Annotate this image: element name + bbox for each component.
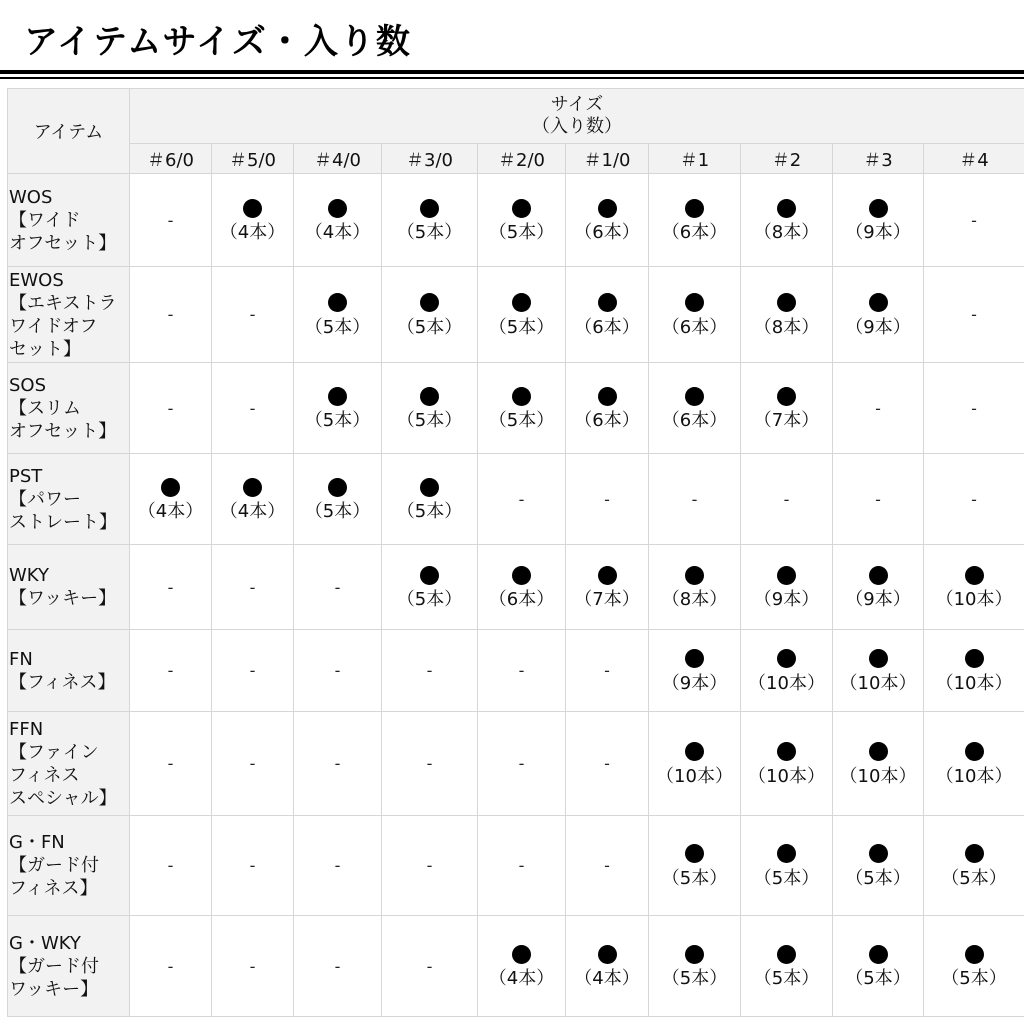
pack-count: （10本） [748, 765, 825, 787]
item-description-line: オフセット】 [9, 232, 117, 254]
available-cell [130, 454, 212, 545]
unavailable-cell [382, 630, 478, 712]
item-code: EWOS [9, 269, 64, 291]
available-cell [382, 545, 478, 630]
unavailable-cell [212, 712, 294, 816]
pack-count: （9本） [845, 589, 911, 610]
available-dot-icon [328, 199, 347, 218]
dash: - [334, 754, 341, 773]
available-cell [924, 712, 1024, 816]
item-header: アイテム [8, 89, 130, 174]
item-description-line: 【スリム [9, 397, 81, 419]
available-dot-icon [598, 293, 617, 312]
dash: - [249, 754, 256, 773]
pack-count: （5本） [304, 501, 371, 522]
available-cell [649, 174, 741, 267]
item-description-line: 【パワー [9, 488, 81, 510]
available-dot-icon [598, 566, 617, 585]
unavailable-cell [212, 363, 294, 454]
dash: - [249, 956, 256, 976]
title-rule-thick [0, 70, 1024, 74]
pack-count: （10本） [839, 672, 917, 694]
dash: - [249, 577, 256, 597]
size-column-header: ＃4/0 [294, 144, 382, 174]
item-code: WKY [9, 565, 49, 586]
unavailable-cell [924, 174, 1024, 267]
available-dot-icon [243, 199, 262, 218]
pack-count: （5本） [845, 867, 911, 889]
available-cell [566, 916, 649, 1017]
unavailable-cell [649, 454, 741, 545]
item-description-line: 【ワイド [9, 209, 81, 231]
available-dot-icon [777, 293, 796, 312]
pack-count: （10本） [839, 765, 917, 787]
dash: - [167, 856, 174, 875]
item-code: WOS [9, 186, 53, 208]
available-dot-icon [869, 945, 888, 964]
pack-count: （10本） [935, 589, 1013, 610]
unavailable-cell [212, 545, 294, 630]
unavailable-cell [478, 630, 566, 712]
available-cell [924, 545, 1024, 630]
available-cell [212, 454, 294, 545]
dash: - [971, 305, 977, 324]
available-dot-icon [869, 844, 888, 863]
pack-count: （5本） [396, 501, 463, 522]
available-cell [649, 916, 741, 1017]
dash: - [167, 398, 174, 418]
item-cell [8, 454, 130, 545]
available-dot-icon [685, 649, 704, 668]
available-cell [924, 816, 1024, 916]
pack-count: （5本） [661, 867, 728, 889]
dash: - [783, 489, 790, 509]
dash: - [518, 754, 525, 773]
unavailable-cell [833, 363, 924, 454]
size-column-header: ＃4 [924, 144, 1024, 174]
pack-count: （5本） [396, 316, 463, 338]
unavailable-cell [294, 916, 382, 1017]
pack-count: （5本） [396, 410, 463, 431]
item-code: FFN [9, 718, 44, 740]
pack-count: （6本） [661, 410, 728, 431]
page-title: アイテムサイズ・入り数 [24, 22, 412, 62]
unavailable-cell [294, 816, 382, 916]
available-cell [649, 267, 741, 363]
available-dot-icon [777, 844, 796, 863]
dash: - [691, 489, 698, 509]
pack-count: （9本） [753, 589, 820, 610]
unavailable-cell [382, 816, 478, 916]
item-code: PST [9, 465, 43, 487]
item-cell [8, 363, 130, 454]
pack-count: （4本） [304, 222, 371, 243]
available-cell [478, 267, 566, 363]
unavailable-cell [566, 630, 649, 712]
dash: - [334, 956, 341, 976]
dash: - [604, 754, 610, 773]
dash: - [167, 956, 174, 976]
available-cell [741, 916, 833, 1017]
pack-count: （5本） [845, 968, 911, 989]
pack-count: （10本） [656, 765, 733, 787]
pack-count: （6本） [661, 316, 728, 338]
available-dot-icon [869, 649, 888, 668]
available-cell [833, 712, 924, 816]
available-cell [833, 267, 924, 363]
dash: - [875, 489, 881, 509]
unavailable-cell [130, 545, 212, 630]
dash: - [249, 305, 256, 324]
pack-count: （4本） [219, 501, 286, 522]
pack-count: （8本） [661, 589, 728, 610]
unavailable-cell [294, 630, 382, 712]
available-dot-icon [869, 199, 888, 218]
unavailable-cell [566, 454, 649, 545]
item-cell [8, 174, 130, 267]
table-row [8, 712, 1024, 816]
available-dot-icon [420, 478, 439, 497]
available-cell [741, 363, 833, 454]
dash: - [971, 210, 977, 230]
pack-count: （4本） [137, 501, 204, 522]
unavailable-cell [478, 712, 566, 816]
dash: - [426, 956, 433, 976]
available-cell [741, 545, 833, 630]
item-description-line: ワッキー】 [9, 978, 99, 1000]
unavailable-cell [741, 454, 833, 545]
unavailable-cell [212, 267, 294, 363]
size-column-header: ＃1 [649, 144, 741, 174]
pack-count: （5本） [941, 968, 1007, 989]
available-cell [649, 816, 741, 916]
item-description-line: オフセット】 [9, 420, 117, 442]
pack-count: （5本） [941, 867, 1007, 889]
table-row [8, 363, 1024, 454]
table-body [8, 174, 1024, 1017]
size-column-header: ＃2/0 [478, 144, 566, 174]
available-dot-icon [243, 478, 262, 497]
unavailable-cell [566, 816, 649, 916]
available-cell [294, 267, 382, 363]
item-cell [8, 545, 130, 630]
unavailable-cell [478, 454, 566, 545]
dash: - [426, 754, 433, 773]
size-column-header: ＃3 [833, 144, 924, 174]
item-cell [8, 630, 130, 712]
available-cell [478, 174, 566, 267]
unavailable-cell [130, 174, 212, 267]
available-cell [478, 363, 566, 454]
unavailable-cell [924, 267, 1024, 363]
dash: - [167, 305, 174, 324]
pack-count: （8本） [753, 222, 820, 243]
pack-count: （5本） [488, 410, 555, 431]
pack-count: （6本） [574, 410, 640, 431]
size-table [7, 88, 1024, 1017]
available-cell [741, 630, 833, 712]
pack-count: （5本） [488, 316, 555, 338]
pack-count: （6本） [488, 589, 555, 610]
available-dot-icon [598, 387, 617, 406]
available-dot-icon [685, 566, 704, 585]
available-dot-icon [512, 566, 531, 585]
available-dot-icon [420, 199, 439, 218]
available-cell [566, 267, 649, 363]
available-dot-icon [161, 478, 180, 497]
item-description-line: 【ガード付 [9, 855, 99, 876]
pack-count: （10本） [935, 672, 1013, 694]
item-code: FN [9, 648, 33, 670]
available-dot-icon [685, 742, 704, 761]
unavailable-cell [924, 363, 1024, 454]
available-cell [741, 712, 833, 816]
available-cell [833, 816, 924, 916]
pack-count: （8本） [753, 316, 820, 338]
available-cell [566, 363, 649, 454]
available-cell [649, 630, 741, 712]
unavailable-cell [130, 712, 212, 816]
pack-count: （7本） [574, 589, 640, 610]
pack-count: （6本） [661, 222, 728, 243]
available-dot-icon [869, 293, 888, 312]
available-cell [833, 630, 924, 712]
available-cell [833, 174, 924, 267]
available-cell [924, 916, 1024, 1017]
available-cell [741, 267, 833, 363]
available-dot-icon [512, 199, 531, 218]
pack-count: （5本） [304, 410, 371, 431]
table-row [8, 454, 1024, 545]
pack-count: （4本） [219, 222, 286, 243]
pack-count: （5本） [304, 316, 371, 338]
dash: - [334, 661, 341, 680]
item-description-line: 【ワッキー】 [9, 588, 117, 609]
dash: - [604, 661, 610, 680]
pack-count: （6本） [574, 222, 640, 243]
available-dot-icon [965, 566, 984, 585]
pack-count: （9本） [661, 672, 728, 694]
available-dot-icon [777, 649, 796, 668]
dash: - [167, 661, 174, 680]
available-cell [649, 712, 741, 816]
pack-count: （5本） [661, 968, 728, 989]
available-cell [924, 630, 1024, 712]
dash: - [167, 210, 174, 230]
header-row [8, 89, 1024, 144]
pack-count: （5本） [753, 867, 820, 889]
available-cell [649, 545, 741, 630]
dash: - [249, 398, 256, 418]
dash: - [604, 489, 610, 509]
available-cell [478, 916, 566, 1017]
available-cell [833, 545, 924, 630]
unavailable-cell [212, 916, 294, 1017]
table-row [8, 816, 1024, 916]
unavailable-cell [130, 916, 212, 1017]
available-dot-icon [869, 742, 888, 761]
available-dot-icon [685, 387, 704, 406]
pack-count: （5本） [488, 222, 555, 243]
available-cell [741, 174, 833, 267]
table-row [8, 545, 1024, 630]
unavailable-cell [382, 916, 478, 1017]
available-dot-icon [965, 844, 984, 863]
available-dot-icon [777, 566, 796, 585]
available-dot-icon [777, 742, 796, 761]
dash: - [518, 489, 525, 509]
item-code: G・FN [9, 832, 65, 853]
available-dot-icon [965, 742, 984, 761]
table-row [8, 916, 1024, 1017]
dash: - [334, 856, 341, 875]
available-dot-icon [685, 293, 704, 312]
unavailable-cell [212, 816, 294, 916]
dash: - [426, 856, 433, 875]
item-description-line: フィネス [9, 764, 80, 786]
pack-count: （4本） [574, 968, 640, 989]
available-dot-icon [512, 945, 531, 964]
unavailable-cell [924, 454, 1024, 545]
available-cell [294, 174, 382, 267]
available-dot-icon [512, 293, 531, 312]
size-column-header: ＃6/0 [130, 144, 212, 174]
available-cell [833, 916, 924, 1017]
available-dot-icon [598, 945, 617, 964]
pack-count: （10本） [935, 765, 1013, 787]
size-column-header: ＃5/0 [212, 144, 294, 174]
unavailable-cell [478, 816, 566, 916]
item-cell [8, 816, 130, 916]
available-cell [741, 816, 833, 916]
pack-count: （9本） [845, 316, 911, 338]
item-cell [8, 267, 130, 363]
available-dot-icon [685, 199, 704, 218]
dash: - [875, 398, 881, 418]
item-cell [8, 712, 130, 816]
dash: - [167, 577, 174, 597]
item-code: SOS [9, 374, 47, 396]
available-dot-icon [328, 387, 347, 406]
pack-count: （9本） [845, 222, 911, 243]
item-description-line: ワイドオフ [9, 315, 98, 337]
dash: - [334, 577, 341, 597]
unavailable-cell [566, 712, 649, 816]
dash: - [167, 754, 174, 773]
dash: - [249, 661, 256, 680]
title-rule-thin [0, 77, 1024, 79]
size-column-header: ＃3/0 [382, 144, 478, 174]
available-dot-icon [777, 387, 796, 406]
item-description-line: セット】 [9, 338, 81, 360]
available-cell [566, 174, 649, 267]
size-header-sublabel: （入り数） [532, 116, 623, 137]
available-cell [294, 363, 382, 454]
item-cell [8, 916, 130, 1017]
available-dot-icon [328, 293, 347, 312]
unavailable-cell [382, 712, 478, 816]
table-row [8, 174, 1024, 267]
dash: - [971, 489, 977, 509]
unavailable-cell [833, 454, 924, 545]
item-description-line: スペシャル】 [9, 787, 117, 809]
dash: - [426, 661, 433, 680]
size-column-header: ＃1/0 [566, 144, 649, 174]
table-row [8, 267, 1024, 363]
available-dot-icon [685, 844, 704, 863]
table-header [8, 89, 1024, 174]
available-dot-icon [965, 945, 984, 964]
pack-count: （5本） [396, 589, 463, 610]
unavailable-cell [294, 545, 382, 630]
unavailable-cell [130, 363, 212, 454]
available-dot-icon [328, 478, 347, 497]
available-cell [649, 363, 741, 454]
dash: - [518, 856, 525, 875]
available-cell [382, 363, 478, 454]
unavailable-cell [130, 630, 212, 712]
unavailable-cell [294, 712, 382, 816]
dash: - [971, 398, 977, 418]
pack-count: （5本） [396, 222, 463, 243]
item-description-line: 【ガード付 [9, 955, 99, 977]
dash: - [604, 856, 610, 875]
pack-count: （7本） [753, 410, 820, 431]
available-cell [382, 267, 478, 363]
item-description-line: 【エキストラ [9, 292, 117, 314]
unavailable-cell [130, 267, 212, 363]
item-description-line: 【フィネス】 [9, 671, 116, 693]
item-code: G・WKY [9, 932, 81, 954]
available-dot-icon [869, 566, 888, 585]
available-cell [382, 454, 478, 545]
item-description-line: フィネス】 [9, 878, 98, 899]
size-header-label: サイズ [550, 94, 604, 115]
available-cell [294, 454, 382, 545]
available-dot-icon [777, 199, 796, 218]
dash: - [249, 856, 256, 875]
table-row [8, 630, 1024, 712]
available-dot-icon [420, 387, 439, 406]
size-columns-row [8, 144, 1024, 174]
unavailable-cell [130, 816, 212, 916]
size-header [130, 89, 1024, 144]
available-dot-icon [420, 566, 439, 585]
available-dot-icon [512, 387, 531, 406]
available-dot-icon [598, 199, 617, 218]
available-cell [212, 174, 294, 267]
item-description-line: 【ファイン [9, 741, 99, 763]
available-dot-icon [965, 649, 984, 668]
available-dot-icon [420, 293, 439, 312]
unavailable-cell [212, 630, 294, 712]
available-cell [478, 545, 566, 630]
pack-count: （4本） [488, 968, 555, 989]
available-cell [382, 174, 478, 267]
pack-count: （6本） [574, 316, 640, 338]
available-dot-icon [777, 945, 796, 964]
pack-count: （10本） [748, 672, 825, 694]
item-description-line: ストレート】 [9, 511, 117, 533]
size-column-header: ＃2 [741, 144, 833, 174]
available-cell [566, 545, 649, 630]
dash: - [518, 661, 525, 680]
available-dot-icon [685, 945, 704, 964]
pack-count: （5本） [753, 968, 820, 989]
